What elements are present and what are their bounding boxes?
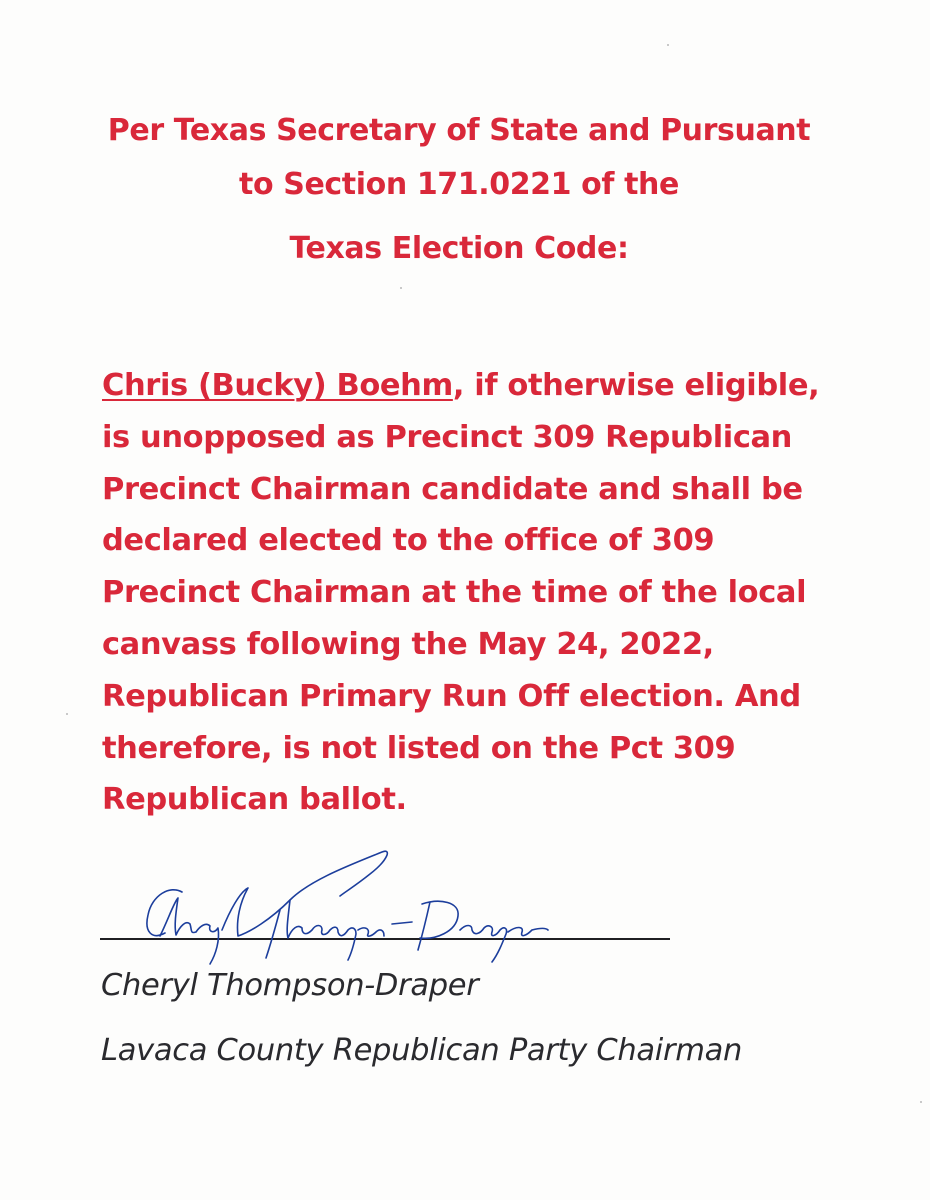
notice-line-3: Precinct Chairman candidate and shall be <box>102 471 803 507</box>
handwritten-signature <box>130 840 550 970</box>
notice-line-8: therefore, is not listed on the Pct 309 <box>102 730 736 766</box>
notice-line-9: Republican ballot. <box>102 782 407 818</box>
candidate-name: Chris (Bucky) Boehm <box>102 368 453 403</box>
signer-name: Cheryl Thompson-Draper <box>101 968 479 1003</box>
scan-speck <box>66 713 68 715</box>
scan-speck <box>400 287 402 289</box>
notice-line-7: Republican Primary Run Off election. And <box>102 678 801 714</box>
scan-speck <box>667 44 669 46</box>
notice-line-4: declared elected to the office of 309 <box>102 523 715 559</box>
notice-line-5: Precinct Chairman at the time of the local <box>102 575 807 611</box>
notice-line-6: canvass following the May 24, 2022, <box>102 626 714 662</box>
notice-paragraph <box>102 360 832 826</box>
signer-title: Lavaca County Republican Party Chairman <box>101 1033 743 1068</box>
heading-line-1: Per Texas Secretary of State and Pursuant <box>107 113 811 148</box>
heading-line-2: to Section 171.0221 of the <box>239 167 679 202</box>
scan-speck <box>920 1101 922 1103</box>
notice-line-1: , if otherwise eligible, <box>452 368 820 403</box>
notice-line-2: is unopposed as Precinct 309 Republican <box>102 419 792 455</box>
heading-line-3: Texas Election Code: <box>289 231 629 266</box>
